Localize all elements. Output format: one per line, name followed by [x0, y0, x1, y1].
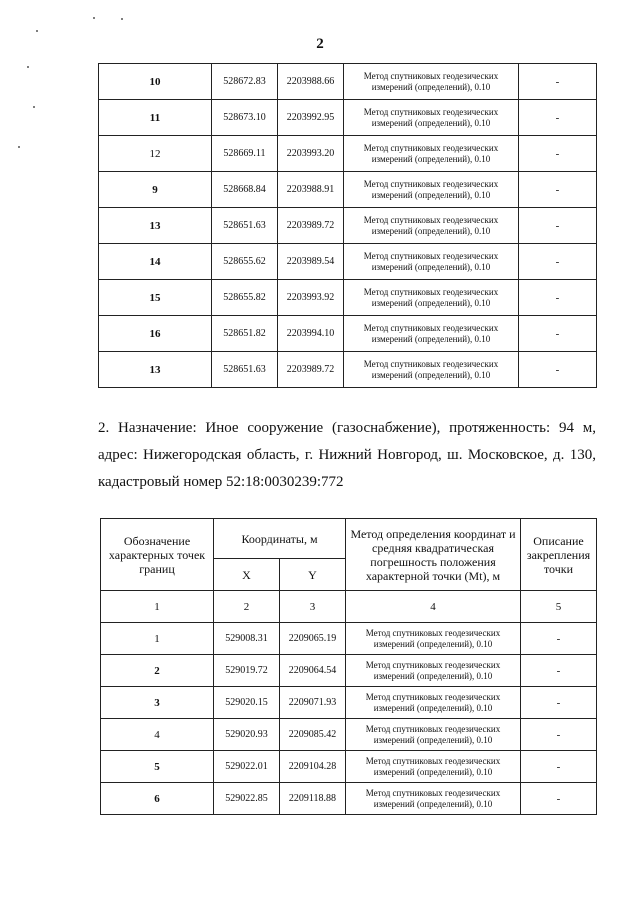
- table-row: [101, 687, 597, 719]
- coord-y: 2209104.28: [280, 751, 346, 783]
- coord-x: 528673.10: [212, 100, 278, 136]
- coord-y: 2203988.91: [278, 172, 344, 208]
- table-row: [99, 64, 597, 100]
- coord-y: 2203989.54: [278, 244, 344, 280]
- method-cell: Метод спутниковых геодезических измерений (определений), 0.10: [344, 280, 519, 316]
- coord-x: 529019.72: [214, 655, 280, 687]
- point-number: 14: [99, 244, 212, 280]
- coord-x: 529022.85: [214, 783, 280, 815]
- table-row: [101, 719, 597, 751]
- point-number: 12: [99, 136, 212, 172]
- column-index: 5: [521, 591, 597, 623]
- fixing-description: -: [521, 783, 597, 815]
- coord-x: 529020.15: [214, 687, 280, 719]
- coord-x: 528655.62: [212, 244, 278, 280]
- fixing-description: -: [521, 751, 597, 783]
- point-number: 16: [99, 316, 212, 352]
- point-number: 13: [99, 208, 212, 244]
- table-row: [99, 172, 597, 208]
- coord-x: 529022.01: [214, 751, 280, 783]
- scan-speck: [93, 17, 95, 19]
- method-cell: Метод спутниковых геодезических измерений (определений), 0.10: [344, 352, 519, 388]
- fixing-description: -: [519, 172, 597, 208]
- coord-x: 528669.11: [212, 136, 278, 172]
- method-cell: Метод спутниковых геодезических измерений (определений), 0.10: [346, 687, 521, 719]
- coord-x: 528672.83: [212, 64, 278, 100]
- table-row: [99, 316, 597, 352]
- table-row: [99, 244, 597, 280]
- header-x: X: [214, 559, 280, 591]
- method-cell: Метод спутниковых геодезических измерений (определений), 0.10: [346, 623, 521, 655]
- scan-speck: [33, 106, 35, 108]
- column-index: 4: [346, 591, 521, 623]
- point-number: 9: [99, 172, 212, 208]
- method-cell: Метод спутниковых геодезических измерений (определений), 0.10: [346, 719, 521, 751]
- fixing-description: -: [519, 64, 597, 100]
- coord-y: 2203989.72: [278, 208, 344, 244]
- method-cell: Метод спутниковых геодезических измерений (определений), 0.10: [344, 64, 519, 100]
- fixing-description: -: [519, 316, 597, 352]
- coord-x: 528651.82: [212, 316, 278, 352]
- point-number: 2: [101, 655, 214, 687]
- table-row: [101, 623, 597, 655]
- point-number: 10: [99, 64, 212, 100]
- column-index: 3: [280, 591, 346, 623]
- coord-x: 529008.31: [214, 623, 280, 655]
- point-number: 1: [101, 623, 214, 655]
- table-row: [99, 100, 597, 136]
- header-y: Y: [280, 559, 346, 591]
- coord-x: 528651.63: [212, 208, 278, 244]
- page-number: 2: [316, 36, 324, 52]
- fixing-description: -: [521, 623, 597, 655]
- coord-x: 528655.82: [212, 280, 278, 316]
- fixing-description: -: [519, 280, 597, 316]
- method-cell: Метод спутниковых геодезических измерений (определений), 0.10: [344, 172, 519, 208]
- coord-y: 2203994.10: [278, 316, 344, 352]
- method-cell: Метод спутниковых геодезических измерений (определений), 0.10: [346, 655, 521, 687]
- method-cell: Метод спутниковых геодезических измерений (определений), 0.10: [346, 783, 521, 815]
- description-line-2: адрес: Нижегородская область, г. Нижний Новгород, ш. Московское, д. 130,: [98, 447, 596, 463]
- coord-x: 529020.93: [214, 719, 280, 751]
- coord-x: 528651.63: [212, 352, 278, 388]
- header-desc: Описание закрепления точки: [521, 519, 597, 591]
- coord-y: 2203993.20: [278, 136, 344, 172]
- table-row: [101, 783, 597, 815]
- method-cell: Метод спутниковых геодезических измерений (определений), 0.10: [344, 100, 519, 136]
- coord-y: 2203993.92: [278, 280, 344, 316]
- coord-y: 2209064.54: [280, 655, 346, 687]
- fixing-description: -: [519, 244, 597, 280]
- point-number: 3: [101, 687, 214, 719]
- scan-speck: [121, 18, 123, 20]
- scan-speck: [36, 30, 38, 32]
- coord-y: 2203988.66: [278, 64, 344, 100]
- point-number: 11: [99, 100, 212, 136]
- point-number: 6: [101, 783, 214, 815]
- method-cell: Метод спутниковых геодезических измерений (определений), 0.10: [344, 244, 519, 280]
- point-number: 4: [101, 719, 214, 751]
- table-row: [101, 655, 597, 687]
- method-cell: Метод спутниковых геодезических измерений (определений), 0.10: [346, 751, 521, 783]
- coord-y: 2203992.95: [278, 100, 344, 136]
- header-coords: Координаты, м: [214, 519, 346, 559]
- fixing-description: -: [519, 136, 597, 172]
- fixing-description: -: [521, 687, 597, 719]
- coord-y: 2203989.72: [278, 352, 344, 388]
- description-line-3: кадастровый номер 52:18:0030239:772: [98, 474, 344, 490]
- scan-speck: [27, 66, 29, 68]
- column-index: 2: [214, 591, 280, 623]
- coord-y: 2209118.88: [280, 783, 346, 815]
- column-index: 1: [101, 591, 214, 623]
- fixing-description: -: [519, 352, 597, 388]
- fixing-description: -: [519, 100, 597, 136]
- method-cell: Метод спутниковых геодезических измерений (определений), 0.10: [344, 208, 519, 244]
- table-row: [99, 208, 597, 244]
- fixing-description: -: [519, 208, 597, 244]
- header-method: Метод определения координат и средняя квадратическая погрешность положения характерной точки (Mt), м: [346, 519, 521, 591]
- table-row: [101, 751, 597, 783]
- header-point: Обозначение характерных точек границ: [101, 519, 214, 591]
- coord-y: 2209065.19: [280, 623, 346, 655]
- point-number: 5: [101, 751, 214, 783]
- table-row: [99, 352, 597, 388]
- fixing-description: -: [521, 655, 597, 687]
- coord-y: 2209071.93: [280, 687, 346, 719]
- coordinates-table-continued: [98, 63, 597, 388]
- method-cell: Метод спутниковых геодезических измерений (определений), 0.10: [344, 316, 519, 352]
- coord-y: 2209085.42: [280, 719, 346, 751]
- scan-speck: [18, 146, 20, 148]
- coordinates-table: [100, 518, 597, 815]
- table-row: [99, 136, 597, 172]
- table-row: [99, 280, 597, 316]
- object-description: [98, 415, 596, 496]
- point-number: 13: [99, 352, 212, 388]
- fixing-description: -: [521, 719, 597, 751]
- coord-x: 528668.84: [212, 172, 278, 208]
- point-number: 15: [99, 280, 212, 316]
- method-cell: Метод спутниковых геодезических измерений (определений), 0.10: [344, 136, 519, 172]
- description-line-1: 2. Назначение: Иное сооружение (газоснабжение), протяженность: 94 м,: [98, 420, 596, 436]
